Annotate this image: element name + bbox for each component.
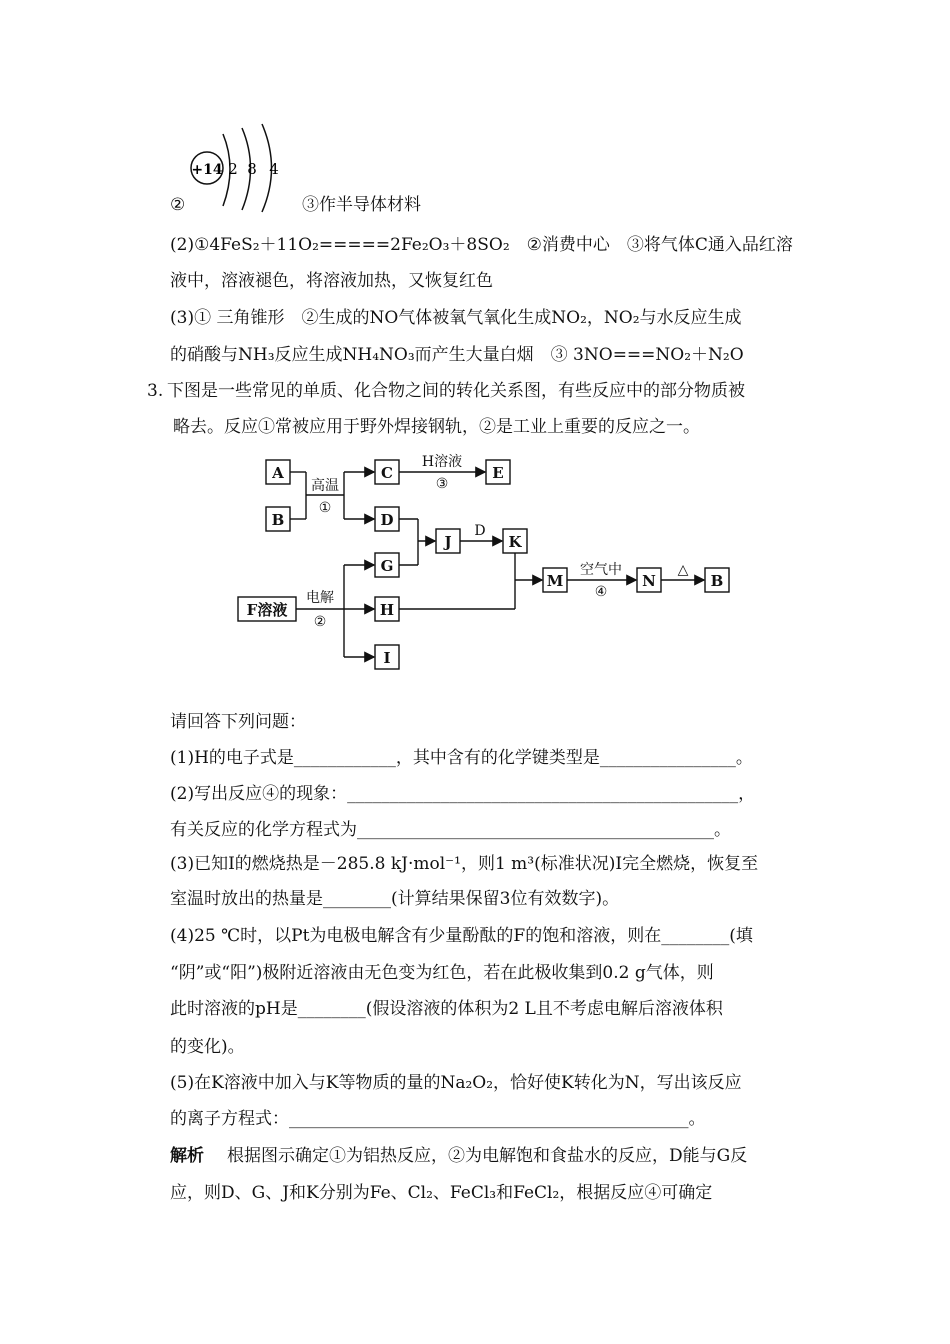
subquestion-1: (1)H的电子式是____________，其中含有的化学键类型是________________。 — [170, 748, 753, 768]
conversion-diagram — [230, 450, 750, 675]
analysis-line2: 应，则D、G、J和K分别为Fe、Cl₂、FeCl₃和FeCl₂，根据反应④可确定 — [170, 1183, 713, 1203]
reaction4-number: ④ — [594, 584, 608, 600]
label-e: E — [492, 464, 504, 482]
reaction1-condition: 高温 — [311, 478, 339, 494]
question-stem-line2: 略去。反应①常被应用于野外焊接钢轨，②是工业上重要的反应之一。 — [173, 417, 700, 437]
reaction2-number: ② — [313, 614, 327, 630]
question-prompt: 请回答下列问题： — [170, 712, 306, 732]
subquestion-4-line2: “阴”或“阳”)极附近溶液由无色变为红色，若在此极收集到0.2 g气体，则 — [170, 963, 714, 983]
silicon-atom-structure — [185, 120, 295, 215]
subquestion-4-line4: 的变化)。 — [170, 1037, 245, 1057]
label-c: C — [381, 464, 393, 482]
reaction4-condition: 空气中 — [580, 562, 622, 578]
answer-part3-line1: (3)① 三角锥形 ②生成的NO气体被氧气氧化生成NO₂，NO₂与水反应生成 — [170, 308, 742, 328]
question-stem-line1: 下图是一些常见的单质、化合物之间的转化关系图，有些反应中的部分物质被 — [167, 381, 745, 401]
answer-circled-2: ② — [170, 195, 186, 215]
shell-1-count: 2 — [228, 160, 238, 178]
label-b: B — [271, 511, 285, 529]
subquestion-5-line2: 的离子方程式：_______________________________________________。 — [170, 1109, 706, 1129]
analysis-label: 解析 — [170, 1146, 204, 1166]
answer-part2-line1: (2)①4FeS₂＋11O₂=====2Fe₂O₃＋8SO₂ ②消费中心 ③将气体C通入品红溶 — [170, 235, 793, 255]
label-h: H — [379, 601, 395, 619]
nucleus-charge: +14 — [191, 162, 223, 178]
label-f: F溶液 — [246, 601, 288, 619]
label-j: J — [444, 533, 452, 551]
answer-part3-line2: 的硝酸与NH₃反应生成NH₄NO₃而产生大量白烟 ③ 3NO===NO₂＋N₂O — [170, 345, 744, 365]
label-i: I — [383, 649, 391, 667]
subquestion-5-line1: (5)在K溶液中加入与K等物质的量的Na₂O₂，恰好使K转化为N，写出该反应 — [170, 1073, 742, 1093]
answer-item-3: ③作半导体材料 — [302, 195, 421, 215]
reaction2-condition: 电解 — [306, 590, 334, 606]
shell-2-count: 8 — [247, 160, 257, 178]
label-m: M — [546, 572, 564, 590]
question-number: 3. — [147, 381, 164, 401]
analysis-line1: 根据图示确定①为铝热反应，②为电解饱和食盐水的反应，D能与G反 — [227, 1146, 748, 1166]
subquestion-4-line3: 此时溶液的pH是________(假设溶液的体积为2 L且不考虑电解后溶液体积 — [170, 999, 723, 1019]
reaction3-number: ③ — [435, 476, 449, 492]
subquestion-3-line1: (3)已知I的燃烧热是－285.8 kJ·mol⁻¹，则1 m³(标准状况)I完全燃烧，恢复至 — [170, 854, 759, 874]
reaction3-condition: H溶液 — [421, 454, 463, 470]
label-d: D — [380, 511, 394, 529]
label-b-product: B — [710, 572, 724, 590]
jk-reagent: D — [474, 523, 486, 539]
subquestion-2-line2: 有关反应的化学方程式为__________________________________________。 — [170, 820, 731, 840]
shell-3-count: 4 — [269, 160, 279, 178]
subquestion-3-line2: 室温时放出的热量是________(计算结果保留3位有效数字)。 — [170, 889, 620, 909]
subquestion-2-line1: (2)写出反应④的现象：______________________________________________， — [170, 784, 756, 804]
answer-part2-line2: 液中，溶液褪色，将溶液加热，又恢复红色 — [170, 271, 493, 291]
subquestion-4-line1: (4)25 ℃时，以Pt为电极电解含有少量酚酞的F的饱和溶液，则在________(填 — [170, 926, 753, 946]
label-g: G — [380, 557, 394, 575]
heat-symbol: △ — [677, 562, 689, 578]
label-n: N — [642, 572, 656, 590]
label-k: K — [508, 533, 522, 551]
label-a: A — [272, 464, 284, 482]
reaction1-number: ① — [318, 500, 332, 516]
